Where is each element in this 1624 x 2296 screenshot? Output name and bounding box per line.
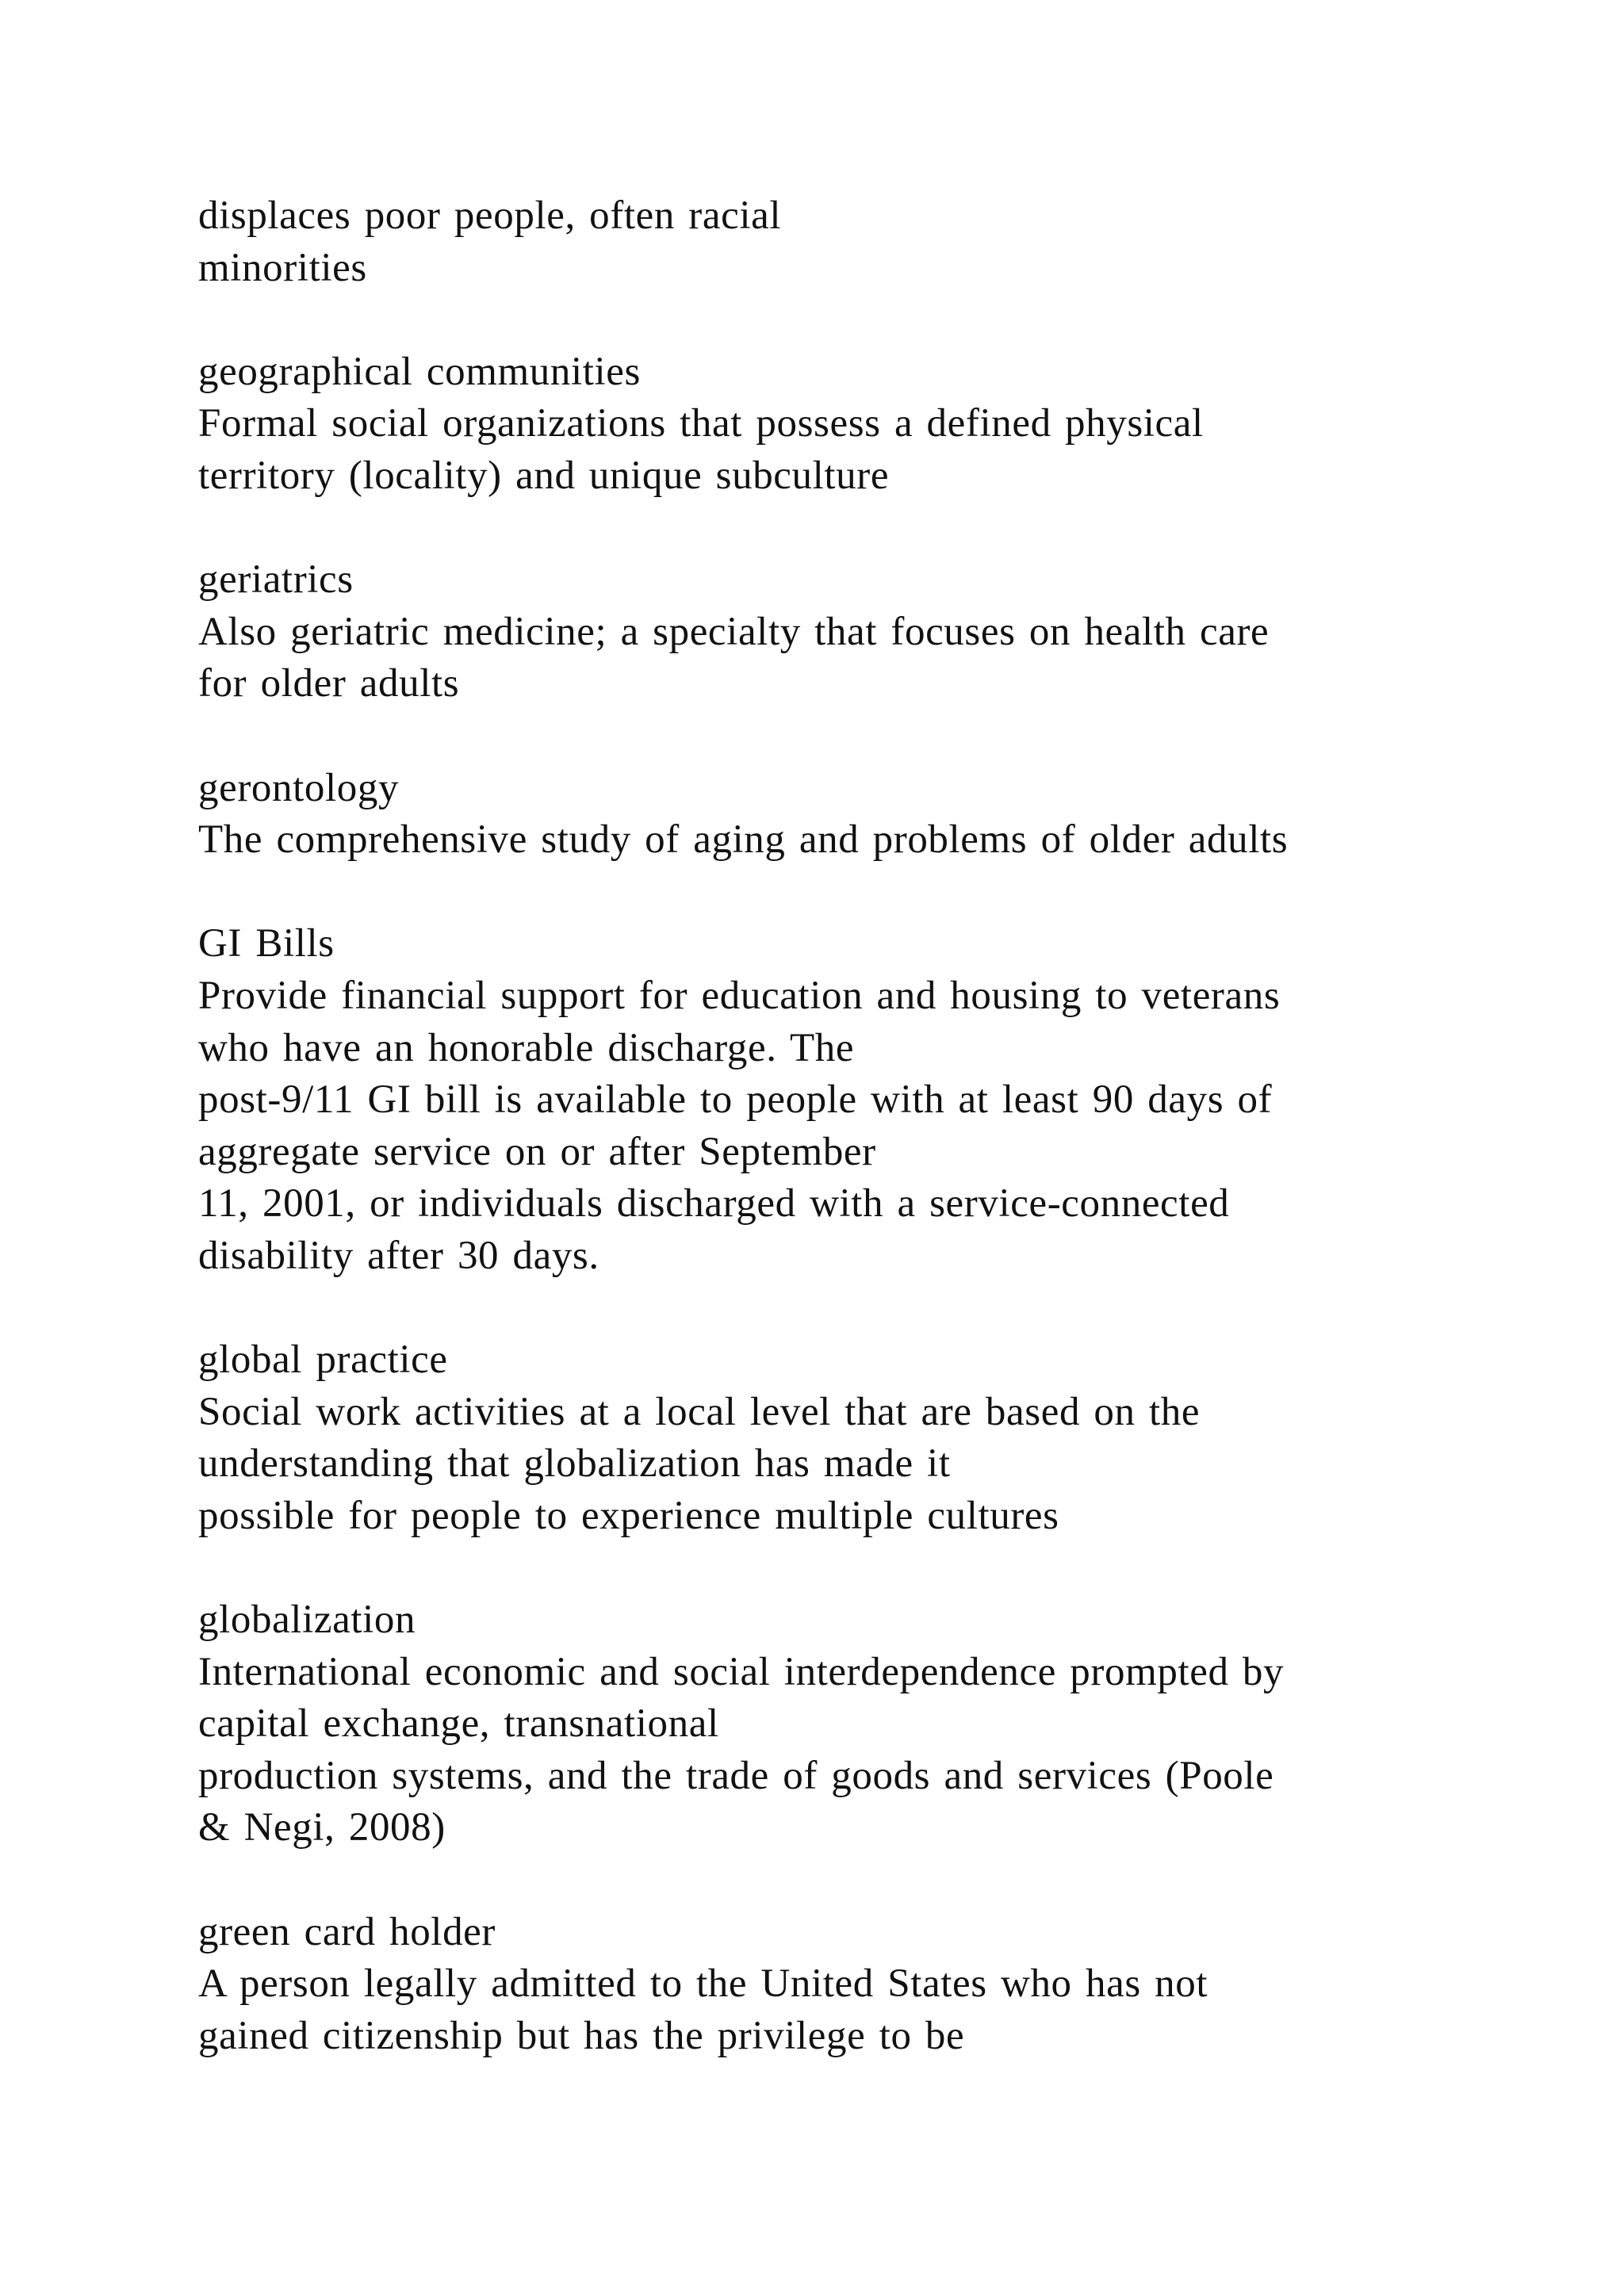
blank-line: [198, 1542, 1435, 1594]
blank-line: [198, 1282, 1435, 1334]
definition-line: disability after 30 days.: [198, 1233, 599, 1278]
definition-line: gained citizenship but has the privilege to be: [198, 2013, 965, 2058]
glossary-entry-global-practice: [198, 1334, 1435, 1542]
glossary-term: global practice: [198, 1337, 448, 1383]
glossary-term: geriatrics: [198, 557, 354, 603]
definition-line: 11, 2001, or individuals discharged with a service-connected: [198, 1181, 1230, 1226]
definition-line: Formal social organizations that possess a defined physical: [198, 401, 1204, 446]
definition-line: understanding that globalization has made it: [198, 1441, 951, 1487]
definition-line: post-9/11 GI bill is available to people with at least 90 days of: [198, 1077, 1273, 1123]
definition-line: & Negi, 2008): [198, 1805, 446, 1850]
glossary-entry-geographical-communities: [198, 346, 1435, 503]
definition-line: possible for people to experience multiple cultures: [198, 1493, 1059, 1538]
definition-line: production systems, and the trade of goods and services (Poole: [198, 1753, 1274, 1798]
definition-line: capital exchange, transnational: [198, 1701, 719, 1747]
glossary-term: geographical communities: [198, 349, 641, 394]
glossary-term: GI Bills: [198, 921, 335, 966]
glossary-entry-continuation: [198, 190, 1435, 294]
definition-line: aggregate service on or after September: [198, 1129, 876, 1174]
definition-line: for older adults: [198, 661, 460, 706]
glossary-entry-gerontology: [198, 763, 1435, 867]
definition-line: The comprehensive study of aging and problems of older adults: [198, 817, 1289, 863]
definition-line: Social work activities at a local level that are based on the: [198, 1389, 1201, 1434]
glossary-text: [198, 190, 1435, 2062]
glossary-term: green card holder: [198, 1909, 496, 1954]
definition-line: International economic and social interdependence prompted by: [198, 1649, 1285, 1694]
glossary-entry-gi-bills: [198, 918, 1435, 1282]
glossary-entry-green-card-holder: [198, 1907, 1435, 2063]
definition-line: territory (locality) and unique subculture: [198, 453, 890, 498]
blank-line: [198, 294, 1435, 346]
glossary-term: globalization: [198, 1598, 416, 1643]
definition-line: Also geriatric medicine; a specialty that focuses on health care: [198, 609, 1270, 654]
definition-line: A person legally admitted to the United States who has not: [198, 1961, 1208, 2007]
definition-line: displaces poor people, often racial: [198, 193, 782, 238]
blank-line: [198, 503, 1435, 555]
definition-line: Provide financial support for education and housing to veterans: [198, 973, 1281, 1018]
blank-line: [198, 1854, 1435, 1907]
glossary-entry-globalization: [198, 1594, 1435, 1854]
definition-line: who have an honorable discharge. The: [198, 1025, 855, 1070]
glossary-term: gerontology: [198, 765, 400, 810]
glossary-entry-geriatrics: [198, 554, 1435, 710]
blank-line: [198, 710, 1435, 763]
blank-line: [198, 867, 1435, 919]
definition-line: minorities: [198, 245, 367, 290]
